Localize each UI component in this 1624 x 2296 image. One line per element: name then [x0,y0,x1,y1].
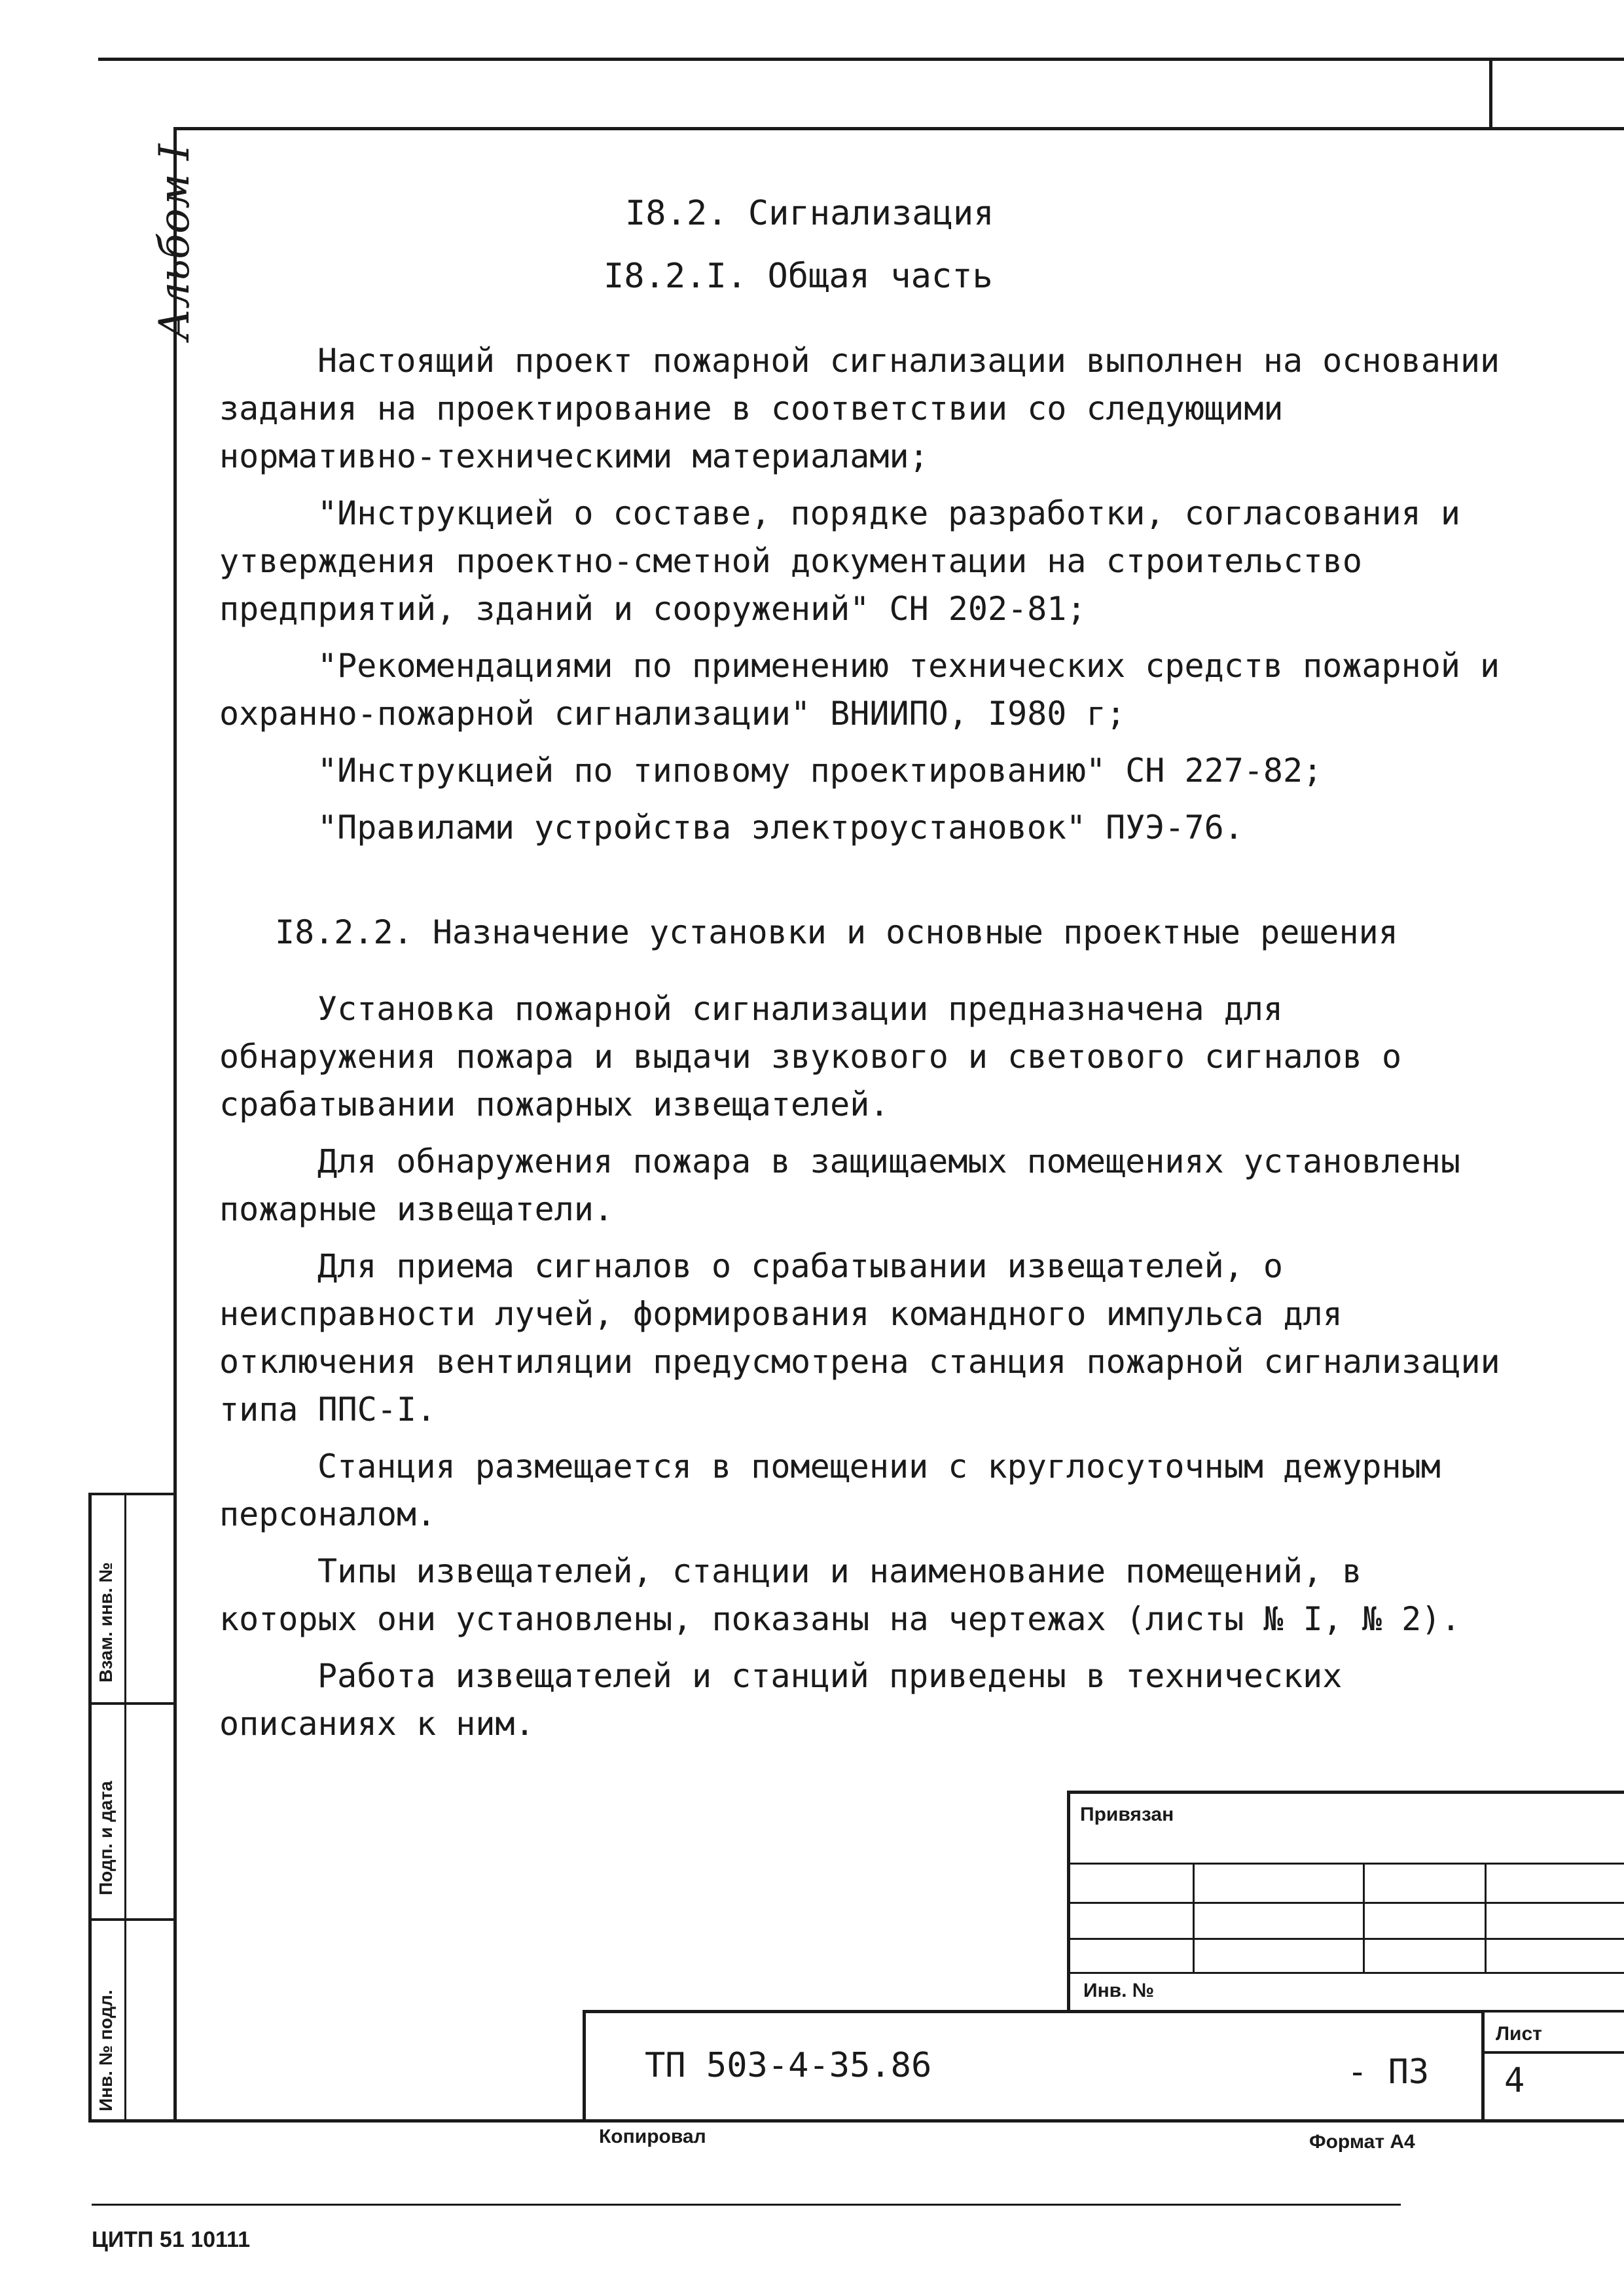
grid-row-1 [1067,1863,1624,1865]
document-suffix: - ПЗ [1347,2052,1430,2092]
general-text-block [219,337,1502,852]
purpose-paragraph: Работа извещателей и станций приведены в технических описаниях к ним. [219,1657,1343,1743]
subsection-purpose-heading: I8.2.2. Назначение установки и основные проектные решения [275,913,1398,951]
purpose-text-block [219,985,1502,1748]
album-label: Альбом I [151,143,199,340]
grid-col-1 [1193,1863,1195,1974]
main-block-top [583,2010,1483,2013]
vzam-inv-label: Взам. инв. № [96,1562,116,1683]
inv-podl-label: Инв. № подл. [96,1990,116,2111]
frame-bottom-border [88,2119,1624,2123]
purpose-paragraph: Для приема сигналов о срабатывании извещателей, о неисправности лучей, формирования командного импульса для отключения вентиляции предусмотрена станция пожарной сигнализации типа ППС-I. [219,1247,1500,1429]
general-paragraph: Настоящий проект пожарной сигнализации выполнен на основании задания на проектирование в соответствии со следующими нормативно-техническими материалами; [219,342,1500,475]
privyazan-box-top [1067,1791,1624,1794]
frame-left-border [173,127,177,2121]
sheet-cell-top [1481,2010,1624,2013]
general-paragraph: "Рекомендациями по применению технических средств пожарной и охранно-пожарной сигнализации" ВНИИПО, I980 г; [219,647,1500,733]
purpose-paragraph: Для обнаружения пожара в защищаемых помещениях установлены пожарные извещатели. [219,1142,1460,1228]
sheet-number: 4 [1504,2061,1525,2100]
sheet-cell-left [1481,2010,1485,2121]
main-block-left [583,2010,586,2121]
side-stamp-divider [124,1493,126,2121]
sheet-cell-divider [1481,2051,1624,2054]
side-stamp-left-border [88,1493,92,2121]
purpose-paragraph: Типы извещателей, станции и наименование помещений, в которых они установлены, показаны на чертежах (листы № I, № 2). [219,1552,1461,1638]
podp-data-label: Подп. и дата [96,1781,116,1895]
printer-code: ЦИТП 51 10111 [92,2227,250,2252]
top-rule [98,58,1624,61]
frame-top-border [173,127,1624,130]
side-stamp-sep-2 [88,1918,177,1921]
purpose-paragraph: Установка пожарной сигнализации предназначена для обнаружения пожара и выдачи звукового и светового сигналов о срабатывании пожарных извещателей. [219,990,1402,1123]
side-stamp-top [88,1493,177,1495]
purpose-paragraph: Станция размещается в помещении с круглосуточным дежурным персоналом. [219,1448,1441,1533]
grid-row-4 [1067,1972,1624,1974]
side-stamp-sep-1 [88,1702,177,1705]
general-paragraph: "Инструкцией по типовому проектированию" СН 227-82; [317,752,1323,790]
inv-no-label: Инв. № [1083,1980,1155,2001]
grid-row-3 [1067,1938,1624,1940]
corner-box-left [1489,58,1492,130]
section-heading: I8.2. Сигнализация [625,194,994,233]
copied-label: Копировал [599,2126,706,2147]
format-label: Формат А4 [1309,2131,1415,2153]
subsection-general-heading: I8.2.I. Общая часть [604,257,993,296]
bottom-rule [92,2204,1401,2206]
general-paragraph: "Инструкцией о составе, порядке разработки, согласования и утверждения проектно-сметной документации на строительство предприятий, зданий и сооружений" СН 202-81; [219,494,1460,628]
sheet-label: Лист [1496,2023,1542,2045]
grid-row-2 [1067,1902,1624,1904]
privyazan-label: Привязан [1080,1804,1174,1825]
grid-col-3 [1485,1863,1487,1974]
document-code: ТП 503-4-35.86 [645,2046,932,2085]
general-paragraph: "Правилами устройства электроустановок" ПУЭ-76. [317,809,1244,847]
grid-col-2 [1363,1863,1365,1974]
